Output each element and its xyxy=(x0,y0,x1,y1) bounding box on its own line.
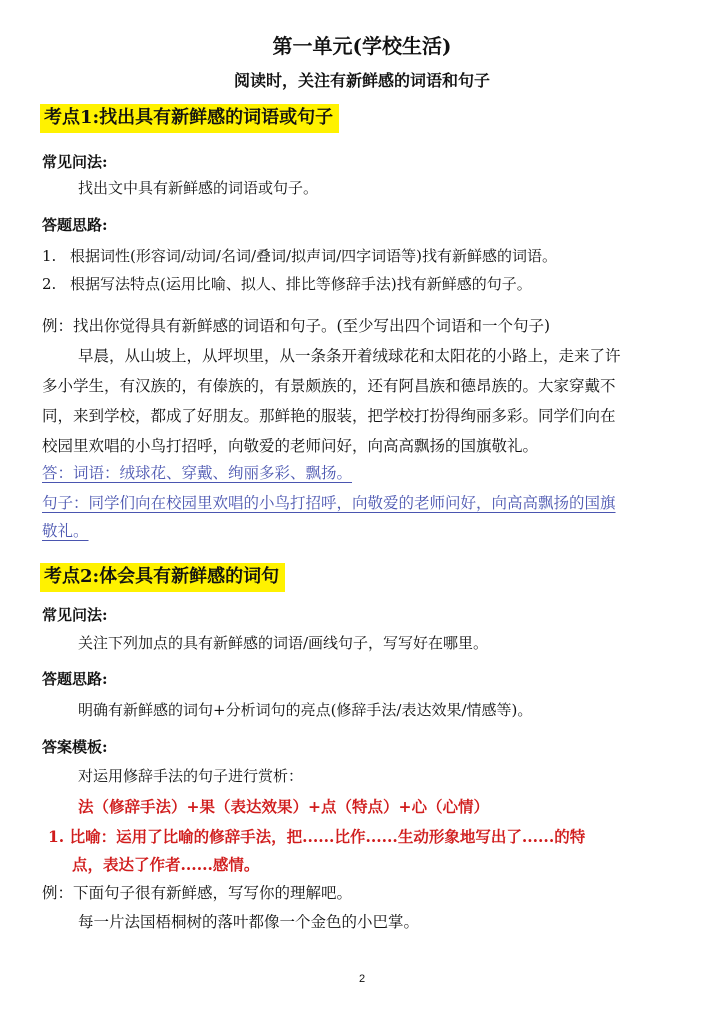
answer-sentence-line: 句子：同学们向在校园里欢唱的小鸟打招呼，向敬爱的老师问好，向高高飘扬的国旗 xyxy=(42,494,616,512)
passage-line: 同，来到学校，都成了好朋友。那鲜艳的服装，把学校打扮得绚丽多彩。同学们向在 xyxy=(42,407,616,425)
page-subtitle: 阅读时，关注有新鲜感的词语和句子 xyxy=(233,71,490,90)
section1-approach-item xyxy=(42,273,532,294)
item-text: 根据写法特点(运用比喻、拟人、排比等修辞手法)找有新鲜感的句子。 xyxy=(70,275,532,293)
section2-approach-text: 明确有新鲜感的词句+分析词句的亮点(修辞手法/表达效果/情感等)。 xyxy=(78,701,533,719)
template-formula: 法（修辞手法）+果（表达效果）+点（特点）+心（心情） xyxy=(78,797,489,816)
template-intro: 对运用修辞手法的句子进行赏析： xyxy=(78,767,304,785)
section2-heading: 考点2:体会具有新鲜感的词句 xyxy=(40,563,285,592)
page-title: 第一单元(学校生活) xyxy=(272,34,452,58)
answer-sentence-line2-text: 敬礼。 xyxy=(42,522,89,540)
section1-heading: 考点1:找出具有新鲜感的词语或句子 xyxy=(40,104,339,133)
section2-example-sentence: 每一片法国梧桐树的落叶都像一个金色的小巴掌。 xyxy=(78,913,420,931)
section1-approach-label: 答题思路: xyxy=(42,216,108,234)
item-number: 2. xyxy=(42,275,57,293)
section2-common-text: 关注下列加点的具有新鲜感的词语/画线句子，写写好在哪里。 xyxy=(78,634,489,652)
section2-approach-label: 答题思路: xyxy=(42,670,108,688)
answer-words-text: 答：词语：绒球花、穿戴、绚丽多彩、飘扬。 xyxy=(42,464,353,482)
item-text: 根据词性(形容词/动词/名词/叠词/拟声词/四字词语等)找有新鲜感的词语。 xyxy=(70,247,557,265)
section1-approach-item xyxy=(42,245,557,266)
metaphor-template-line: 1. 比喻：运用了比喻的修辞手法，把......比作......生动形象地写出了......的特 xyxy=(48,827,586,846)
template-label: 答案模板: xyxy=(42,738,108,756)
passage-line: 早晨，从山坡上，从坪坝里，从一条条开着绒球花和太阳花的小路上，走来了许 xyxy=(78,347,621,365)
section1-common-label: 常见问法: xyxy=(42,153,108,171)
passage-line: 校园里欢唱的小鸟打招呼，向敬爱的老师问好，向高高飘扬的国旗敬礼。 xyxy=(42,437,539,455)
section1-example-prompt: 例：找出你觉得具有新鲜感的词语和句子。(至少写出四个词语和一个句子) xyxy=(42,317,551,335)
passage-line: 多小学生，有汉族的，有傣族的，有景颇族的，还有阿昌族和德昂族的。大家穿戴不 xyxy=(42,377,616,395)
section2-example-prompt: 例：下面句子很有新鲜感，写写你的理解吧。 xyxy=(42,884,353,902)
section1-common-text: 找出文中具有新鲜感的词语或句子。 xyxy=(78,179,319,197)
page-number: 2 xyxy=(358,973,366,985)
answer-words xyxy=(42,461,376,483)
item-number: 1. xyxy=(42,247,57,265)
answer-sentence-line xyxy=(42,519,97,541)
section2-common-label: 常见问法: xyxy=(42,606,108,624)
metaphor-template-line: 点，表达了作者......感情。 xyxy=(72,855,260,874)
